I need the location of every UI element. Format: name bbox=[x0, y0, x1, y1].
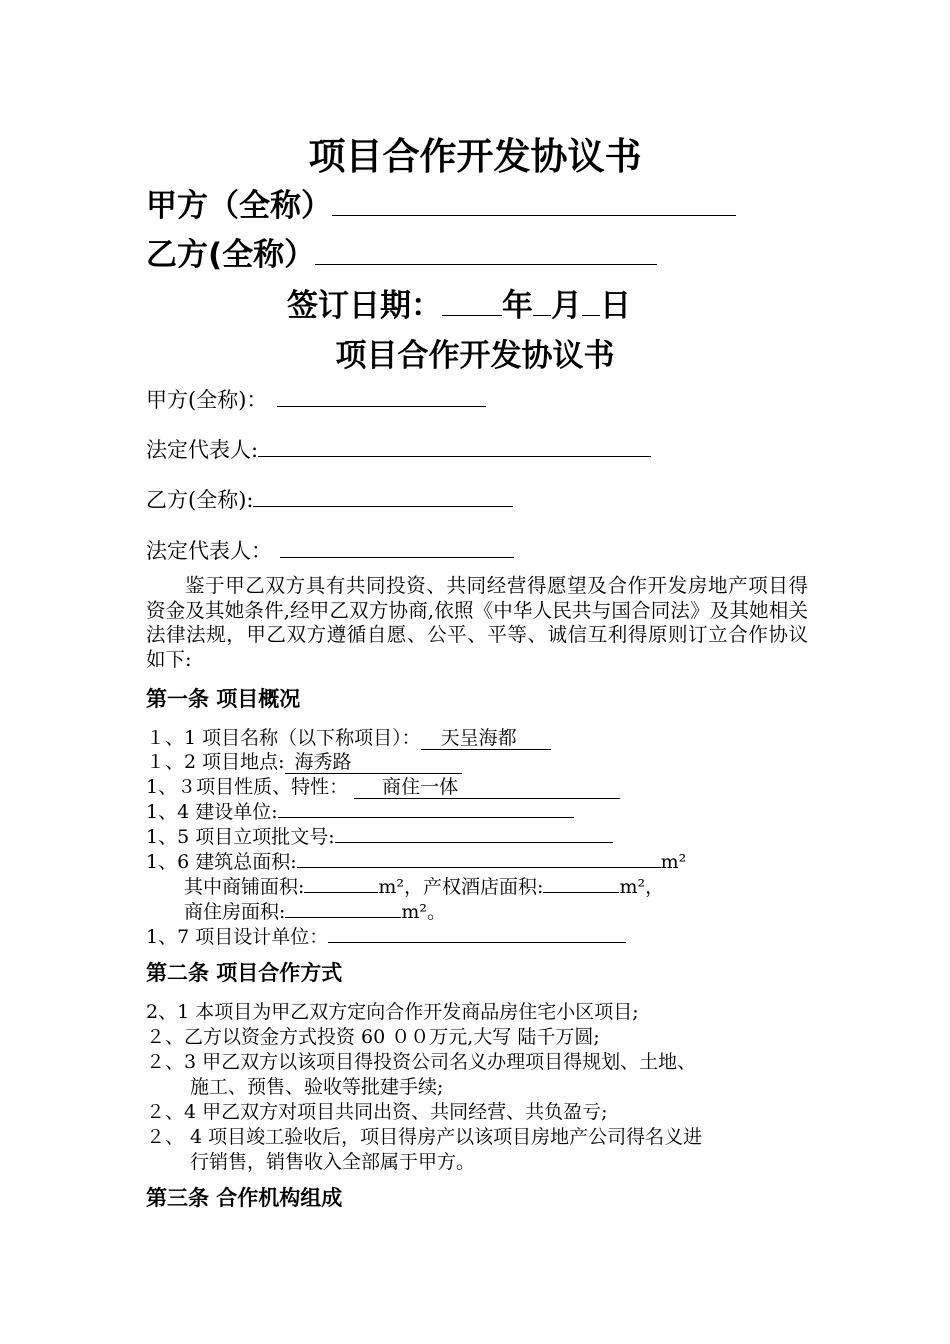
shop-area-unit: m² bbox=[378, 876, 405, 898]
field-rep-a-blank bbox=[258, 434, 651, 457]
day-label: 日 bbox=[600, 288, 631, 324]
house-area-label: 商住房面积: bbox=[184, 901, 286, 923]
month-blank bbox=[533, 282, 551, 316]
cover-party-b-label: 乙方(全称） bbox=[146, 237, 316, 273]
item-3-value: 商住一体 bbox=[354, 778, 620, 799]
field-rep-b-blank bbox=[280, 535, 514, 558]
item-5-blank bbox=[335, 822, 613, 843]
item-2-value: 海秀路 bbox=[285, 753, 462, 774]
item-4-label: 1、4 建设单位: bbox=[146, 801, 278, 823]
article-1-item-1 bbox=[146, 723, 551, 750]
hotel-area-label: ，产权酒店面积: bbox=[404, 876, 544, 898]
article-2-item-5b: 行销售，销售收入全部属于甲方。 bbox=[190, 1151, 476, 1173]
field-party-a bbox=[146, 384, 486, 414]
day-blank bbox=[582, 282, 600, 316]
cover-party-b-line bbox=[146, 229, 657, 274]
item-7-label: 1、7 项目设计单位： bbox=[146, 926, 329, 948]
article-1-item-4 bbox=[146, 797, 574, 824]
document-title: 项目合作开发协议书 bbox=[308, 134, 642, 178]
year-label: 年 bbox=[502, 288, 533, 324]
item-4-blank bbox=[278, 797, 574, 818]
year-blank bbox=[442, 282, 502, 316]
article-2-item-5a: ２、 4 项目竣工验收后，项目得房产以该项目房地产公司得名义进 bbox=[146, 1126, 703, 1148]
sign-date-label: 签订日期： bbox=[287, 288, 442, 324]
article-1-item-6 bbox=[146, 847, 686, 874]
preamble-paragraph: 鉴于甲乙双方具有共同投资、共同经营得愿望及合作开发房地产项目得资金及其她条件,经甲乙双方协商,依照《中华人民共与国合同法》及其她相关法律法规，甲乙双方遵循自愿、公平、平等、诚信互利得原则订立合作协议如下: bbox=[146, 574, 808, 671]
item-6-unit: m² bbox=[660, 851, 687, 873]
hotel-area-unit: m² bbox=[619, 876, 646, 898]
item-6-blank bbox=[297, 847, 661, 868]
field-party-b bbox=[146, 484, 513, 514]
shop-area-label: 其中商铺面积: bbox=[184, 876, 305, 898]
item-1-label: １、1 项目名称（以下称项目）： bbox=[146, 727, 421, 749]
article-2-item-3b: 施工、预售、验收等批建手续; bbox=[190, 1076, 444, 1098]
article-2-heading: 第二条 项目合作方式 bbox=[146, 961, 343, 985]
hotel-area-blank bbox=[543, 872, 619, 893]
article-1-item-6-house bbox=[184, 897, 446, 924]
item-7-blank bbox=[328, 922, 626, 943]
article-1-item-3 bbox=[146, 772, 620, 799]
item-1-value: 天呈海都 bbox=[421, 729, 551, 750]
house-area-end: 。 bbox=[427, 901, 447, 923]
month-label: 月 bbox=[551, 288, 582, 324]
article-1-item-2 bbox=[146, 747, 462, 774]
article-3-heading: 第三条 合作机构组成 bbox=[146, 1186, 343, 1210]
item-3-label: 1、３项目性质、特性： bbox=[146, 776, 349, 798]
cover-party-a-line bbox=[146, 180, 736, 225]
field-party-a-blank bbox=[277, 384, 486, 407]
cover-party-a-blank bbox=[332, 182, 736, 216]
field-party-b-label: 乙方(全称): bbox=[146, 488, 254, 513]
house-area-blank bbox=[285, 897, 401, 918]
article-1-item-6-areas bbox=[184, 872, 664, 899]
item-6-label: 1、6 建筑总面积: bbox=[146, 851, 297, 873]
article-1-heading: 第一条 项目概况 bbox=[146, 687, 301, 711]
field-rep-b-label: 法定代表人： bbox=[146, 539, 272, 564]
field-rep-b bbox=[146, 535, 514, 565]
cover-party-a-label: 甲方（全称） bbox=[146, 188, 332, 224]
article-2-item-1: 2、1 本项目为甲乙双方定向合作开发商品房住宅小区项目; bbox=[146, 1001, 639, 1023]
article-2-item-4: ２、4 甲乙双方对项目共同出资、共同经营、共负盈亏; bbox=[146, 1101, 608, 1123]
item-5-label: 1、5 项目立项批文号: bbox=[146, 826, 335, 848]
article-1-item-7 bbox=[146, 922, 626, 949]
article-1-item-5 bbox=[146, 822, 613, 849]
article-2-item-3a: ２、3 甲乙双方以该项目得投资公司名义办理项目得规划、土地、 bbox=[146, 1051, 697, 1073]
field-rep-a-label: 法定代表人: bbox=[146, 438, 259, 463]
field-party-a-label: 甲方(全称)： bbox=[146, 388, 268, 413]
house-area-unit: m² bbox=[401, 901, 428, 923]
cover-party-b-blank bbox=[315, 231, 657, 265]
document-subtitle: 项目合作开发协议书 bbox=[335, 338, 615, 374]
article-2-item-2: ２、乙方以资金方式投资 60 ００万元,大写 陆千万圆; bbox=[146, 1026, 600, 1048]
item-2-label: １、2 项目地点: bbox=[146, 751, 285, 773]
field-party-b-blank bbox=[253, 484, 513, 507]
shop-area-blank bbox=[304, 872, 378, 893]
hotel-area-comma: ， bbox=[645, 876, 665, 898]
cover-sign-date bbox=[287, 280, 631, 325]
field-rep-a bbox=[146, 434, 651, 464]
